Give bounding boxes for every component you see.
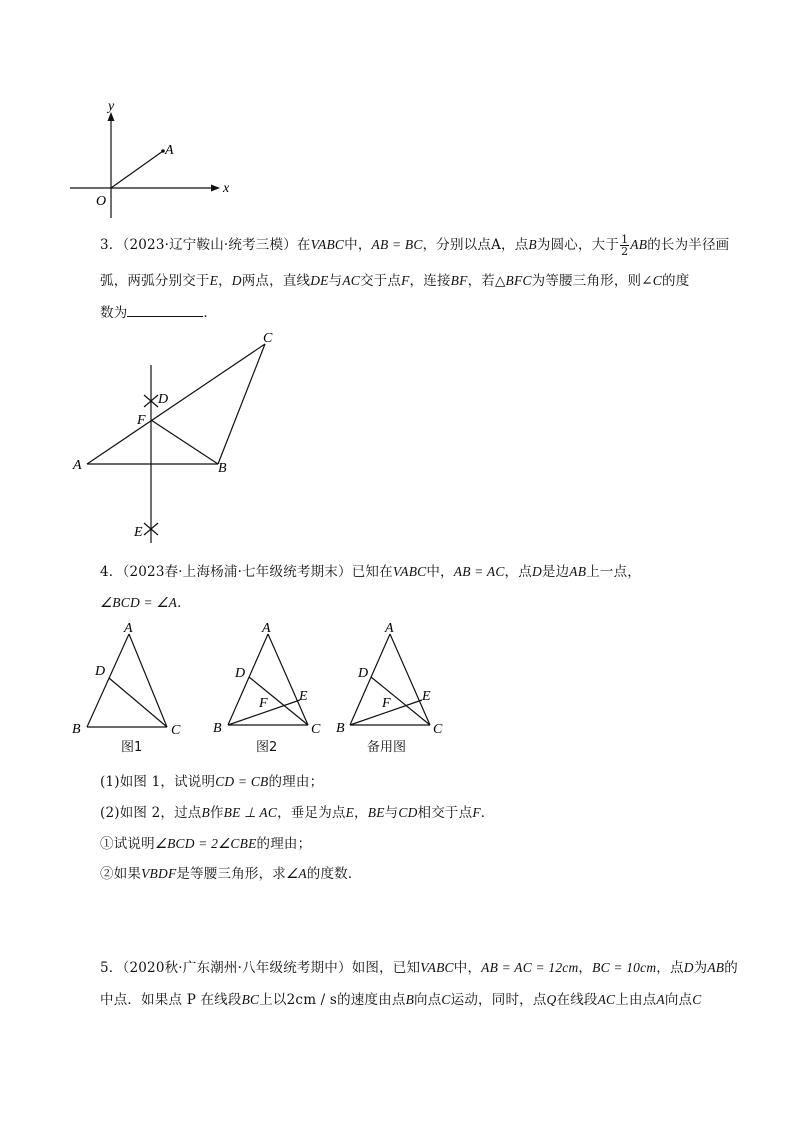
q3-number: 3． xyxy=(100,237,123,253)
q5-text: 中点．如果点 P 在线段 xyxy=(100,992,242,1008)
q4-text: ，点 xyxy=(504,564,532,580)
q4-p2-expr: BE ⊥ AC xyxy=(223,805,278,820)
q3-line-2 xyxy=(100,269,689,289)
origin-label: O xyxy=(96,194,107,209)
fig3-label-d: D xyxy=(358,666,369,681)
q3-point-a: A xyxy=(491,237,502,253)
q3-text: ，若△ xyxy=(467,273,506,289)
coordinate-figure xyxy=(60,95,250,225)
q5-condition-2: BC = 10cm xyxy=(592,960,657,975)
q3-de: DE xyxy=(310,273,329,288)
q5-text: 上由点 xyxy=(615,992,657,1008)
label-a: A xyxy=(73,458,82,473)
fig2-label-a: A xyxy=(262,621,271,636)
q5-number: 5． xyxy=(100,960,123,976)
q4-text: 是等腰三角形，求 xyxy=(176,866,287,882)
q4-text: 与 xyxy=(384,805,399,821)
q3-line-1 xyxy=(100,233,729,257)
q3-text: 两点，直线 xyxy=(241,273,311,289)
q5-ac: AC xyxy=(597,992,616,1007)
q5-text: ， xyxy=(578,960,593,976)
fig3-label-e: E xyxy=(422,689,431,704)
q5-line-2 xyxy=(100,988,701,1008)
q3-bf: BF xyxy=(450,273,468,288)
q4-p2-f: F xyxy=(472,805,481,820)
q3-text: 弧，两弧分别交于 xyxy=(100,273,210,289)
q4-d: D xyxy=(531,564,542,579)
q3-source: （2023·辽宁鞍山·统考三模） xyxy=(122,237,297,253)
q5-text: 如图，已知 xyxy=(351,960,421,976)
caption-figure-1: 图1 xyxy=(121,740,143,755)
label-f: F xyxy=(137,413,146,428)
answer-blank xyxy=(127,304,203,317)
q4-text: 中， xyxy=(426,564,454,580)
label-d: D xyxy=(158,392,169,407)
q4-text: 的度数． xyxy=(306,866,362,882)
q4-text: ，垂足为点 xyxy=(277,805,346,821)
q4-text: ①试说明 xyxy=(100,836,155,852)
q4-p2-cd: CD xyxy=(398,805,418,820)
q3-c: C xyxy=(652,273,662,288)
q3-text: 中， xyxy=(344,237,372,253)
q4-p2-be: BE xyxy=(367,805,385,820)
frac-numerator: 1 xyxy=(621,233,629,246)
q4-source: （2023春·上海杨浦·七年级统考期末） xyxy=(122,564,352,580)
q5-text: 为 xyxy=(693,960,708,976)
segment-bc xyxy=(218,344,265,464)
segment-ac xyxy=(87,344,265,464)
fig2-label-e: E xyxy=(299,689,308,704)
q3-bfc: BFC xyxy=(505,273,532,288)
q5-a: A xyxy=(656,992,665,1007)
q5-source: （2020秋·广东潮州·八年级统考期中） xyxy=(122,960,352,976)
q4-ab: AB xyxy=(569,564,587,579)
q4-text: 上一点， xyxy=(586,564,642,580)
q4-text: 作 xyxy=(209,805,224,821)
q5-triangle: VABC xyxy=(420,960,454,975)
q4-line-1 xyxy=(100,560,641,580)
q3-text: 的长为半径画 xyxy=(647,237,730,253)
label-e: E xyxy=(134,525,143,540)
frac-denominator: 2 xyxy=(621,245,629,258)
q4-text: ． xyxy=(177,595,191,611)
q4-s2-expr2: ∠A xyxy=(286,866,307,881)
segment-fb xyxy=(151,420,218,464)
q4-text: ． xyxy=(480,805,495,821)
q5-ab: AB xyxy=(707,960,725,975)
fig1-label-d: D xyxy=(95,664,106,679)
q3-text: 的度 xyxy=(662,273,690,289)
q3-d: D xyxy=(231,273,242,288)
q4-text: 已知在 xyxy=(351,564,393,580)
fig2-label-f: F xyxy=(259,696,268,711)
q3-text: 在 xyxy=(296,237,311,253)
fig1-label-b: B xyxy=(72,722,81,737)
q5-b: B xyxy=(405,992,415,1007)
q5-q: Q xyxy=(546,992,557,1007)
q4-text: 是边 xyxy=(541,564,570,580)
q4-part-2 xyxy=(100,801,494,821)
caption-figure-2: 图2 xyxy=(256,740,278,755)
caption-backup-figure: 备用图 xyxy=(367,740,407,755)
q4-text: ， xyxy=(354,805,368,821)
q3-ac: AC xyxy=(342,273,360,288)
q4-figure-1 xyxy=(87,634,167,727)
ray-oa xyxy=(111,151,163,188)
q5-text: 的速度由点 xyxy=(337,992,406,1008)
q4-s2-expr: VBDF xyxy=(141,866,177,881)
q5-text: 在线段 xyxy=(556,992,598,1008)
label-b: B xyxy=(218,461,227,476)
q3-fraction xyxy=(620,234,629,257)
q5-d: D xyxy=(683,960,694,975)
q4-p2-b: B xyxy=(201,805,210,820)
q5-text: 上以 xyxy=(259,992,287,1008)
q4-condition: AB = AC xyxy=(453,564,505,579)
q3-text: 数为 xyxy=(100,305,128,321)
q3-text: ，分别以点 xyxy=(422,237,492,253)
x-axis-label: x xyxy=(223,181,230,196)
q3-point-b: B xyxy=(528,237,537,252)
q5-line-1 xyxy=(100,956,738,976)
q4-part-1 xyxy=(100,770,323,790)
q5-text: 向点 xyxy=(664,992,693,1008)
q3-text: ． xyxy=(203,305,218,321)
fig1-label-a: A xyxy=(124,621,133,636)
fig2-label-b: B xyxy=(213,721,222,736)
q4-number: 4． xyxy=(100,564,123,580)
q5-speed: 2cm / s xyxy=(286,992,338,1008)
q3-text: 交于点 xyxy=(359,273,402,289)
q4-text: 的理由； xyxy=(268,774,324,790)
q3-text: 与 xyxy=(328,273,343,289)
q5-text: 向点 xyxy=(414,992,442,1008)
fig3-label-b: B xyxy=(336,721,345,736)
q4-triangle: VABC xyxy=(392,564,427,579)
q4-text: (2)如图 2，过点 xyxy=(100,805,202,821)
q5-text: ，点 xyxy=(656,960,684,976)
fig2-label-d: D xyxy=(235,666,246,681)
q4-sub-2 xyxy=(100,862,362,882)
q3-text: ，连接 xyxy=(409,273,451,289)
q5-bc: BC xyxy=(241,992,260,1007)
q3-e: E xyxy=(209,273,219,288)
fig2-label-c: C xyxy=(311,722,321,737)
point-a-label: A xyxy=(165,143,174,158)
q3-text: 为等腰三角形，则∠ xyxy=(531,273,653,289)
q4-text: 相交于点 xyxy=(417,805,473,821)
q4-text: 的理由； xyxy=(256,836,312,852)
q4-p1-expr: CD = CB xyxy=(215,774,269,789)
fig3-label-a: A xyxy=(385,621,394,636)
q3-triangle: VABC xyxy=(310,237,345,252)
q4-text: (1)如图 1，试说明 xyxy=(100,774,216,790)
q4-s1-expr: ∠BCD = 2∠CBE xyxy=(154,836,257,851)
q4-p2-e: E xyxy=(345,805,355,820)
q3-segment-ab: AB xyxy=(630,237,648,252)
q3-line-3 xyxy=(100,301,217,321)
q4-line-2 xyxy=(100,591,191,611)
label-c: C xyxy=(263,331,273,346)
q4-text: ②如果 xyxy=(100,866,142,882)
q3-figure xyxy=(65,325,295,550)
q4-sub-1 xyxy=(100,832,311,852)
q5-c2: C xyxy=(692,992,702,1007)
fig3-label-c: C xyxy=(433,722,443,737)
q3-f: F xyxy=(401,273,410,288)
q3-text: ， xyxy=(218,273,232,289)
q5-text: 中， xyxy=(453,960,482,976)
x-axis-arrow xyxy=(211,185,220,192)
q4-angle-condition: ∠BCD = ∠A xyxy=(100,595,178,610)
q3-text: 为圆心，大于 xyxy=(536,237,620,253)
q5-c: C xyxy=(441,992,451,1007)
q3-text: ，点 xyxy=(501,237,529,253)
q5-text: 运动，同时，点 xyxy=(450,992,547,1008)
fig1-label-c: C xyxy=(171,723,181,738)
q5-condition: AB = AC = 12cm xyxy=(481,960,579,975)
q3-condition: AB = BC xyxy=(371,237,423,252)
fig3-label-f: F xyxy=(382,696,391,711)
q5-text: 的 xyxy=(724,960,738,976)
y-axis-label: y xyxy=(108,99,115,114)
